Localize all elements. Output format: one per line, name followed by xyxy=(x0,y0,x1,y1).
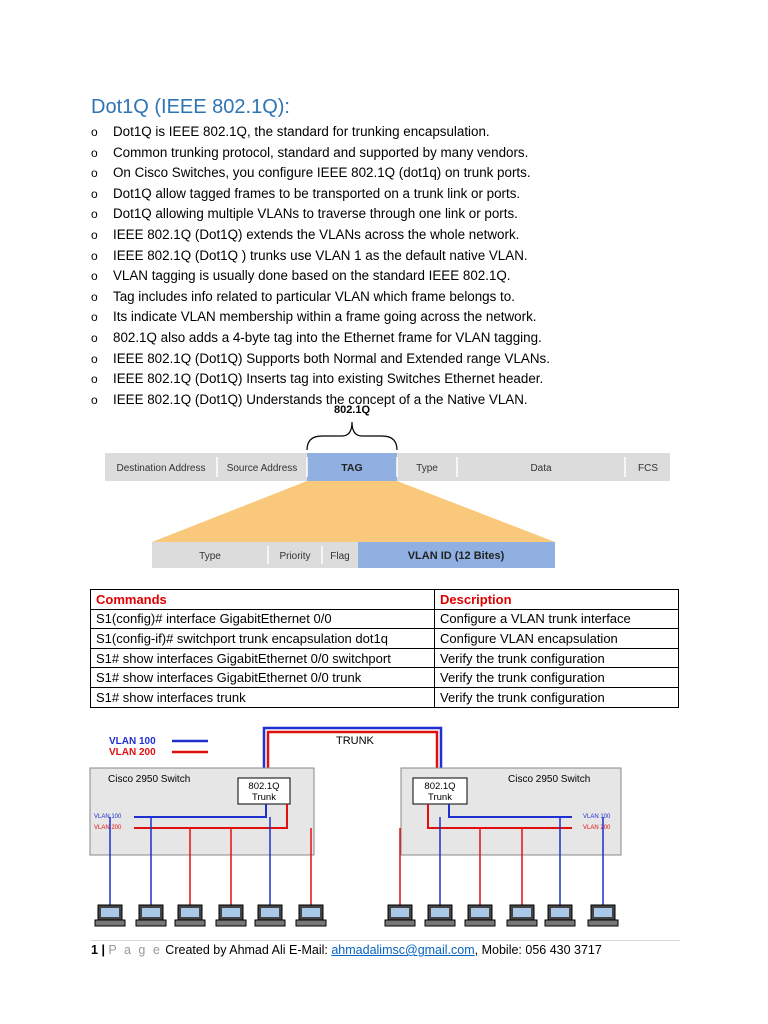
computer-icon xyxy=(255,905,285,926)
svg-text:802.1Q: 802.1Q xyxy=(424,781,456,792)
list-item: o VLAN tagging is usually done based on the standard IEEE 802.1Q. xyxy=(91,268,511,284)
brace-label: 802.1Q xyxy=(333,404,371,416)
description-cell: Configure a VLAN trunk interface xyxy=(435,609,679,629)
tag-field-type: Type xyxy=(199,551,221,562)
list-item: o IEEE 802.1Q (Dot1Q ) trunks use VLAN 1 as the default native VLAN. xyxy=(91,247,528,263)
svg-text:Trunk: Trunk xyxy=(428,792,452,803)
list-item: o Dot1Q is IEEE 802.1Q, the standard for trunking encapsulation. xyxy=(91,124,490,139)
list-item: o Common trunking protocol, standard and supported by many vendors. xyxy=(91,144,529,160)
table-row xyxy=(91,609,679,629)
field-fcs: FCS xyxy=(638,463,658,474)
tag-expansion-fan xyxy=(152,481,555,542)
commands-table xyxy=(90,589,679,708)
legend-vlan100: VLAN 100 xyxy=(109,736,156,747)
description-cell: Verify the trunk configuration xyxy=(435,668,679,688)
computer-icon xyxy=(296,905,326,926)
list-item: o Dot1Q allow tagged frames to be transported on a trunk link or ports. xyxy=(91,185,521,201)
field-tag: TAG xyxy=(341,462,363,474)
email-link[interactable]: ahmadalimsc@gmail.com xyxy=(331,943,475,957)
brace-shape xyxy=(307,422,397,450)
pc-group xyxy=(95,905,618,926)
command-cell: S1(config-if)# switchport trunk encapsulation dot1q xyxy=(91,629,435,649)
header-description: Description xyxy=(435,590,679,610)
trunk-label: TRUNK xyxy=(336,735,374,747)
field-destination-address: Destination Address xyxy=(116,463,206,474)
description-cell: Configure VLAN encapsulation xyxy=(435,629,679,649)
svg-text:802.1Q: 802.1Q xyxy=(248,781,280,792)
svg-text:VLAN 100: VLAN 100 xyxy=(583,814,611,820)
page-title: Dot1Q (IEEE 802.1Q): xyxy=(91,96,290,118)
svg-text:Trunk: Trunk xyxy=(252,792,276,803)
field-type: Type xyxy=(416,463,438,474)
computer-icon xyxy=(216,905,246,926)
computer-icon xyxy=(136,905,166,926)
legend-vlan200: VLAN 200 xyxy=(109,747,156,758)
tag-field-vlan-id: VLAN ID (12 Bites) xyxy=(407,550,505,562)
list-item: o Tag includes info related to particular VLAN which frame belongs to. xyxy=(91,288,515,304)
footer: 1 | P a g e Created by Ahmad Ali E-Mail: ahmadalimsc@gmail.com, Mobile: 056 430 3717 xyxy=(91,943,602,957)
svg-text:VLAN 200: VLAN 200 xyxy=(583,825,611,831)
computer-icon xyxy=(545,905,575,926)
tag-field-priority: Priority xyxy=(279,551,311,562)
table-row xyxy=(91,668,679,688)
list-item: o IEEE 802.1Q (Dot1Q) Supports both Normal and Extended range VLANs. xyxy=(91,350,550,366)
table-row xyxy=(91,629,679,649)
field-data: Data xyxy=(530,463,552,474)
network-diagram xyxy=(0,715,768,935)
svg-text:VLAN 200: VLAN 200 xyxy=(94,825,122,831)
header-commands: Commands xyxy=(91,590,435,610)
footer-divider xyxy=(90,940,680,941)
table-row xyxy=(91,687,679,707)
list-item: o IEEE 802.1Q (Dot1Q) Understands the concept of a the Native VLAN. xyxy=(91,391,528,407)
page-number: 1 xyxy=(91,943,98,957)
field-source-address: Source Address xyxy=(226,463,298,474)
computer-icon xyxy=(175,905,205,926)
command-cell: S1# show interfaces GigabitEthernet 0/0 switchport xyxy=(91,648,435,668)
table-row xyxy=(91,648,679,668)
computer-icon xyxy=(95,905,125,926)
table-header-row xyxy=(91,590,679,610)
list-item: o Dot1Q allowing multiple VLANs to traverse through one link or ports. xyxy=(91,206,518,222)
list-item: o 802.1Q also adds a 4-byte tag into the Ethernet frame for VLAN tagging. xyxy=(91,329,542,345)
list-item: o Its indicate VLAN membership within a frame going across the network. xyxy=(91,309,537,325)
switch-left-label: Cisco 2950 Switch xyxy=(108,774,191,785)
computer-icon xyxy=(385,905,415,926)
list-item: o IEEE 802.1Q (Dot1Q) extends the VLANs across the whole network. xyxy=(91,226,520,242)
command-cell: S1# show interfaces trunk xyxy=(91,687,435,707)
description-cell: Verify the trunk configuration xyxy=(435,648,679,668)
computer-icon xyxy=(507,905,537,926)
list-item: o IEEE 802.1Q (Dot1Q) Inserts tag into existing Switches Ethernet header. xyxy=(91,371,544,387)
computer-icon xyxy=(588,905,618,926)
computer-icon xyxy=(465,905,495,926)
list-item: o On Cisco Switches, you configure IEEE 802.1Q (dot1q) on trunk ports. xyxy=(91,165,531,181)
tag-field-flag: Flag xyxy=(330,551,350,562)
svg-text:VLAN 100: VLAN 100 xyxy=(94,814,122,820)
computer-icon xyxy=(425,905,455,926)
switch-right-label: Cisco 2950 Switch xyxy=(508,774,591,785)
description-cell: Verify the trunk configuration xyxy=(435,687,679,707)
command-cell: S1(config)# interface GigabitEthernet 0/0 xyxy=(91,609,435,629)
command-cell: S1# show interfaces GigabitEthernet 0/0 trunk xyxy=(91,668,435,688)
